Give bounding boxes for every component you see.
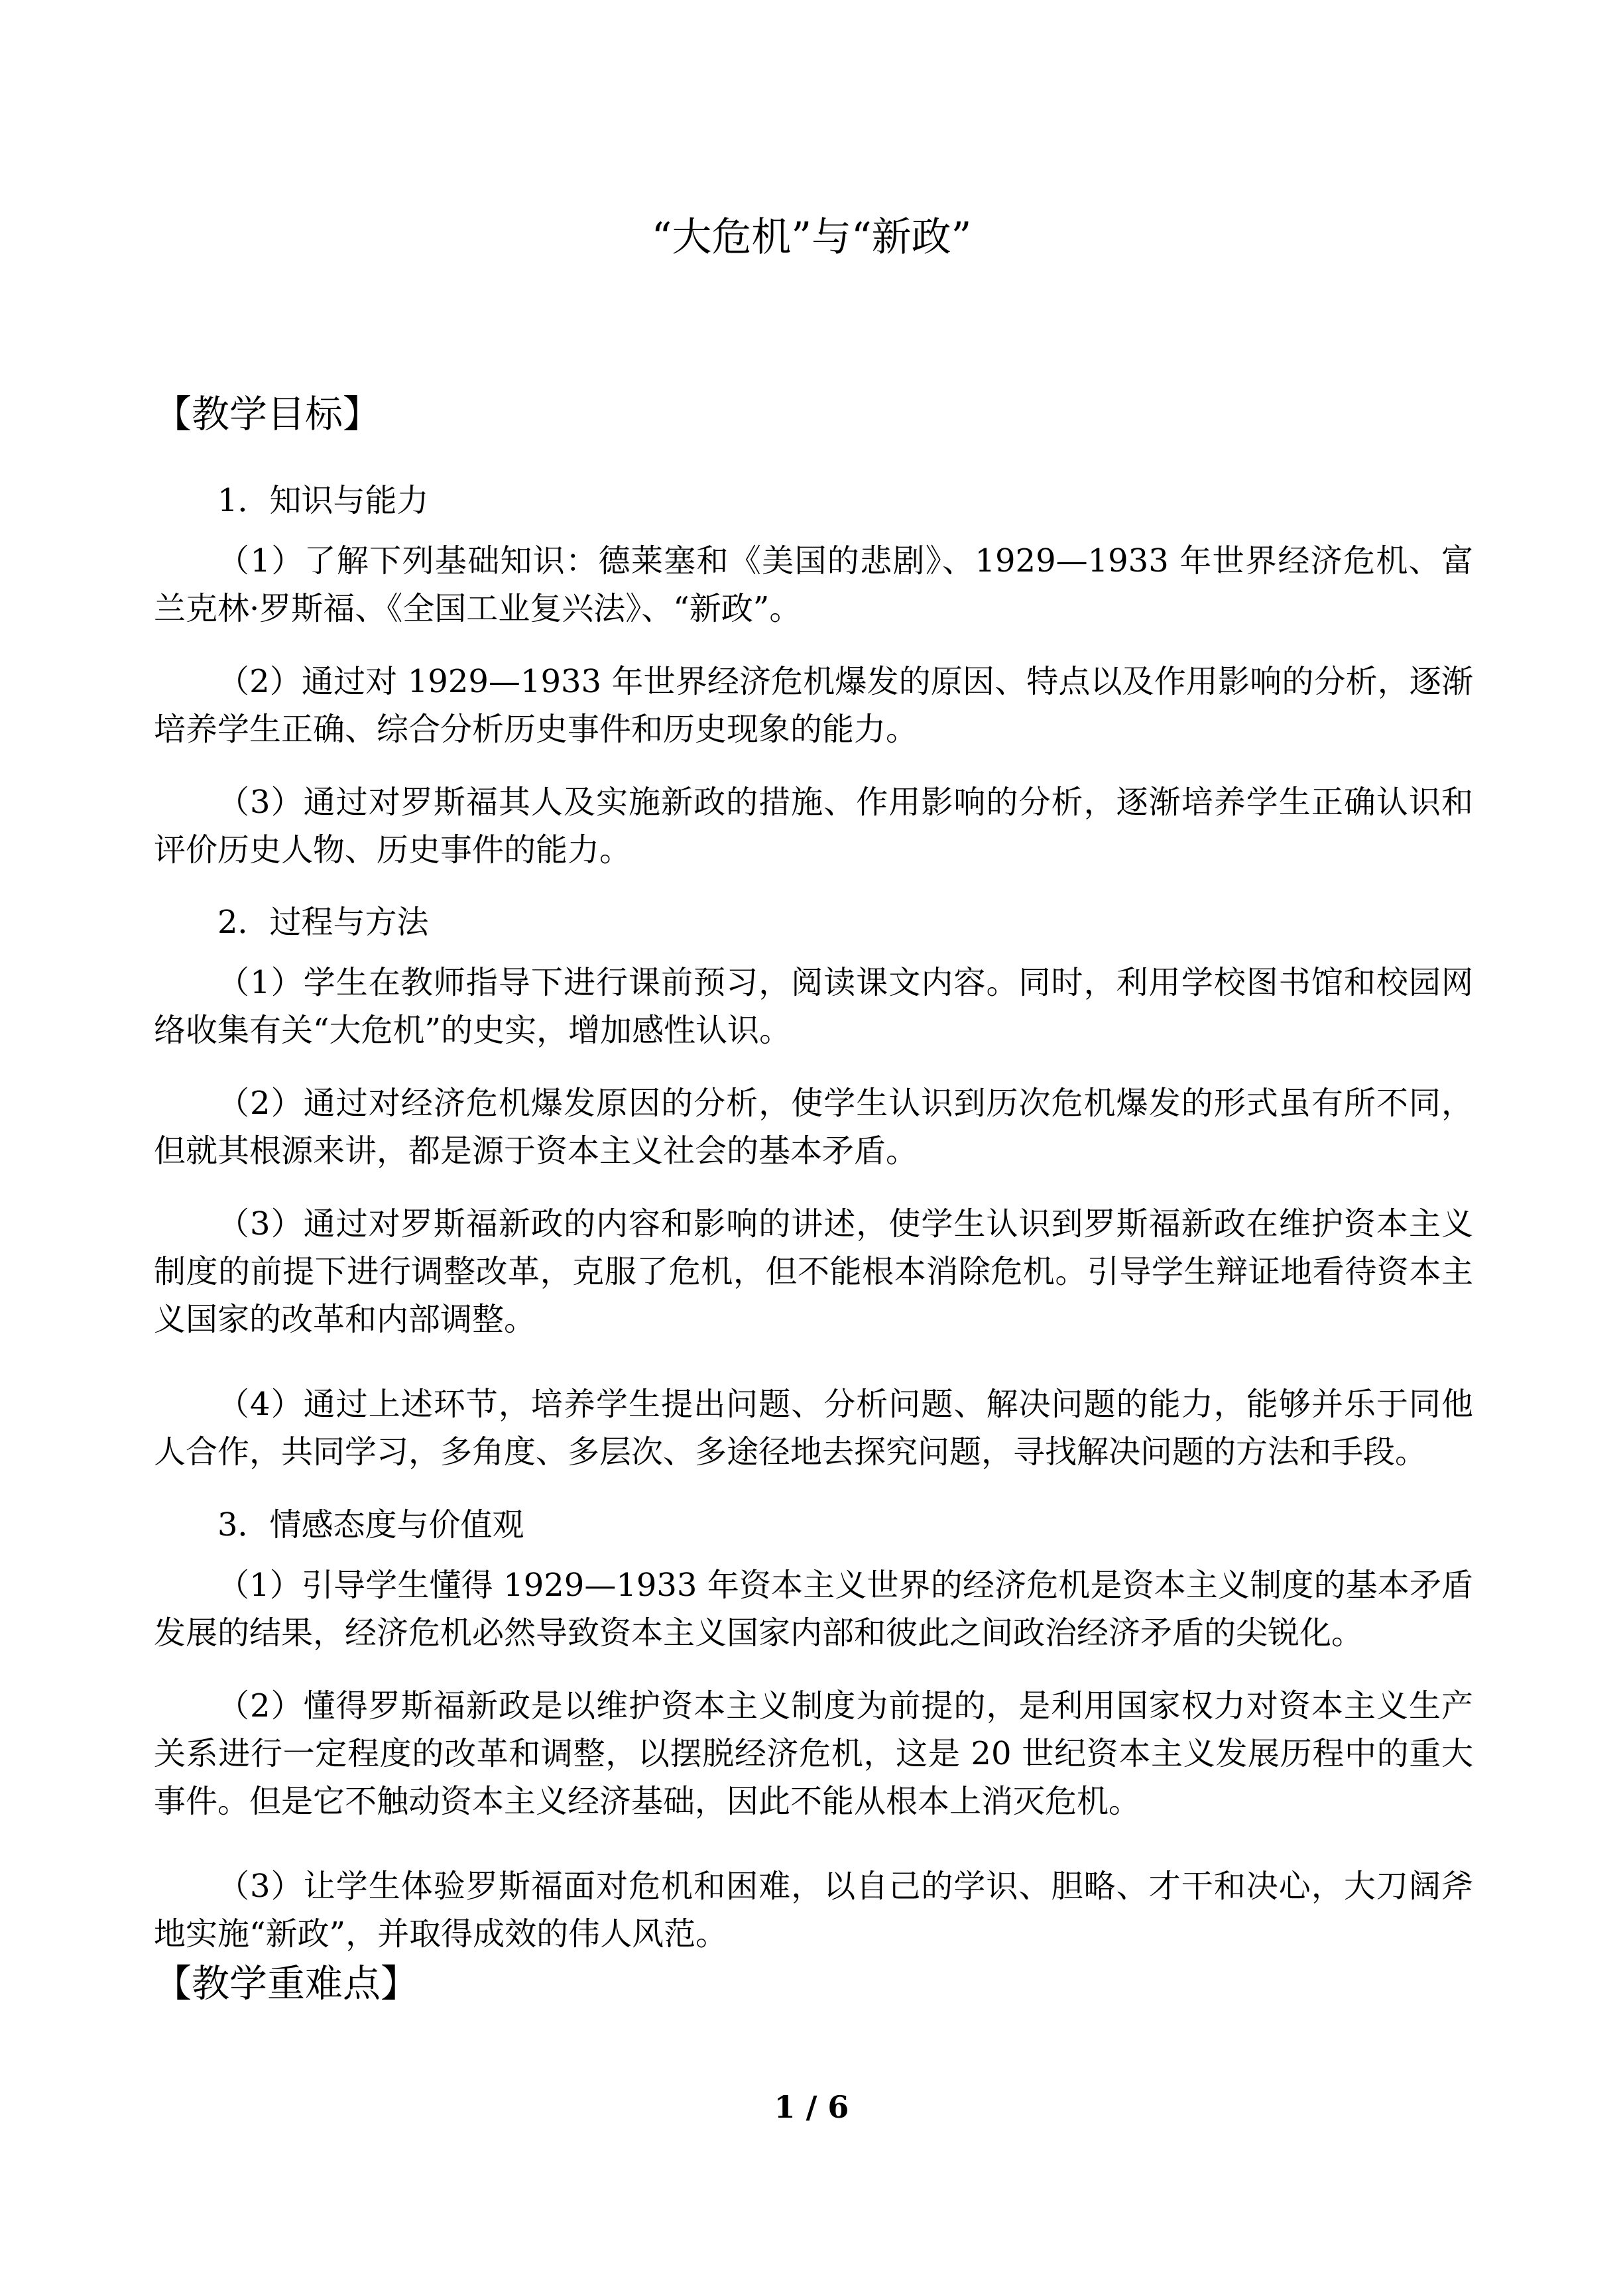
paragraph-3-1: （1）引导学生懂得 1929—1933 年资本主义世界的经济危机是资本主义制度的基本矛盾发展的结果，经济危机必然导致资本主义国家内部和彼此之间政治经济矛盾的尖锐化。 (154, 1567, 1473, 1652)
section-heading-key-difficult-points: 【教学重难点】 (154, 1962, 418, 2006)
paragraph-1-3: （3）通过对罗斯福其人及实施新政的措施、作用影响的分析，逐渐培养学生正确认识和评价历史人物、历史事件的能力。 (154, 784, 1473, 869)
paragraph-3-2: （2）懂得罗斯福新政是以维护资本主义制度为前提的，是利用国家权力对资本主义生产关系进行一定程度的改革和调整，以摆脱经济危机，这是 20 世纪资本主义发展历程中的重大事件。但是它不触动资本主义经济基础，因此不能从根本上消灭危机。 (154, 1687, 1473, 1820)
paragraph-1-2: （2）通过对 1929—1933 年世界经济危机爆发的原因、特点以及作用影响的分析，逐渐培养学生正确、综合分析历史事件和历史现象的能力。 (154, 663, 1473, 748)
document-title: “大危机”与“新政” (651, 214, 972, 261)
subheading-emotion-values: 3．情感态度与价值观 (217, 1506, 524, 1543)
subheading-process-method: 2．过程与方法 (217, 904, 429, 941)
paragraph-3-3: （3）让学生体验罗斯福面对危机和困难，以自己的学识、胆略、才干和决心，大刀阔斧地实施“新政”，并取得成效的伟人风范。 (154, 1868, 1473, 1953)
section-heading-teaching-goals: 【教学目标】 (154, 393, 381, 436)
paragraph-2-1: （1）学生在教师指导下进行课前预习，阅读课文内容。同时，利用学校图书馆和校园网络收集有关“大危机”的史实，增加感性认识。 (154, 964, 1473, 1049)
page-number: 1 / 6 (774, 2089, 849, 2125)
subheading-knowledge-ability: 1．知识与能力 (217, 482, 429, 519)
paragraph-2-3: （3）通过对罗斯福新政的内容和影响的讲述，使学生认识到罗斯福新政在维护资本主义制度的前提下进行调整改革，克服了危机，但不能根本消除危机。引导学生辩证地看待资本主义国家的改革和内部调整。 (154, 1205, 1473, 1338)
paragraph-2-4: （4）通过上述环节，培养学生提出问题、分析问题、解决问题的能力，能够并乐于同他人合作，共同学习，多角度、多层次、多途径地去探究问题，寻找解决问题的方法和手段。 (154, 1386, 1473, 1471)
paragraph-1-1: （1）了解下列基础知识：德莱塞和《美国的悲剧》、1929—1933 年世界经济危机、富兰克林·罗斯福、《全国工业复兴法》、“新政”。 (154, 542, 1473, 627)
paragraph-2-2: （2）通过对经济危机爆发原因的分析，使学生认识到历次危机爆发的形式虽有所不同，但就其根源来讲，都是源于资本主义社会的基本矛盾。 (154, 1085, 1473, 1170)
